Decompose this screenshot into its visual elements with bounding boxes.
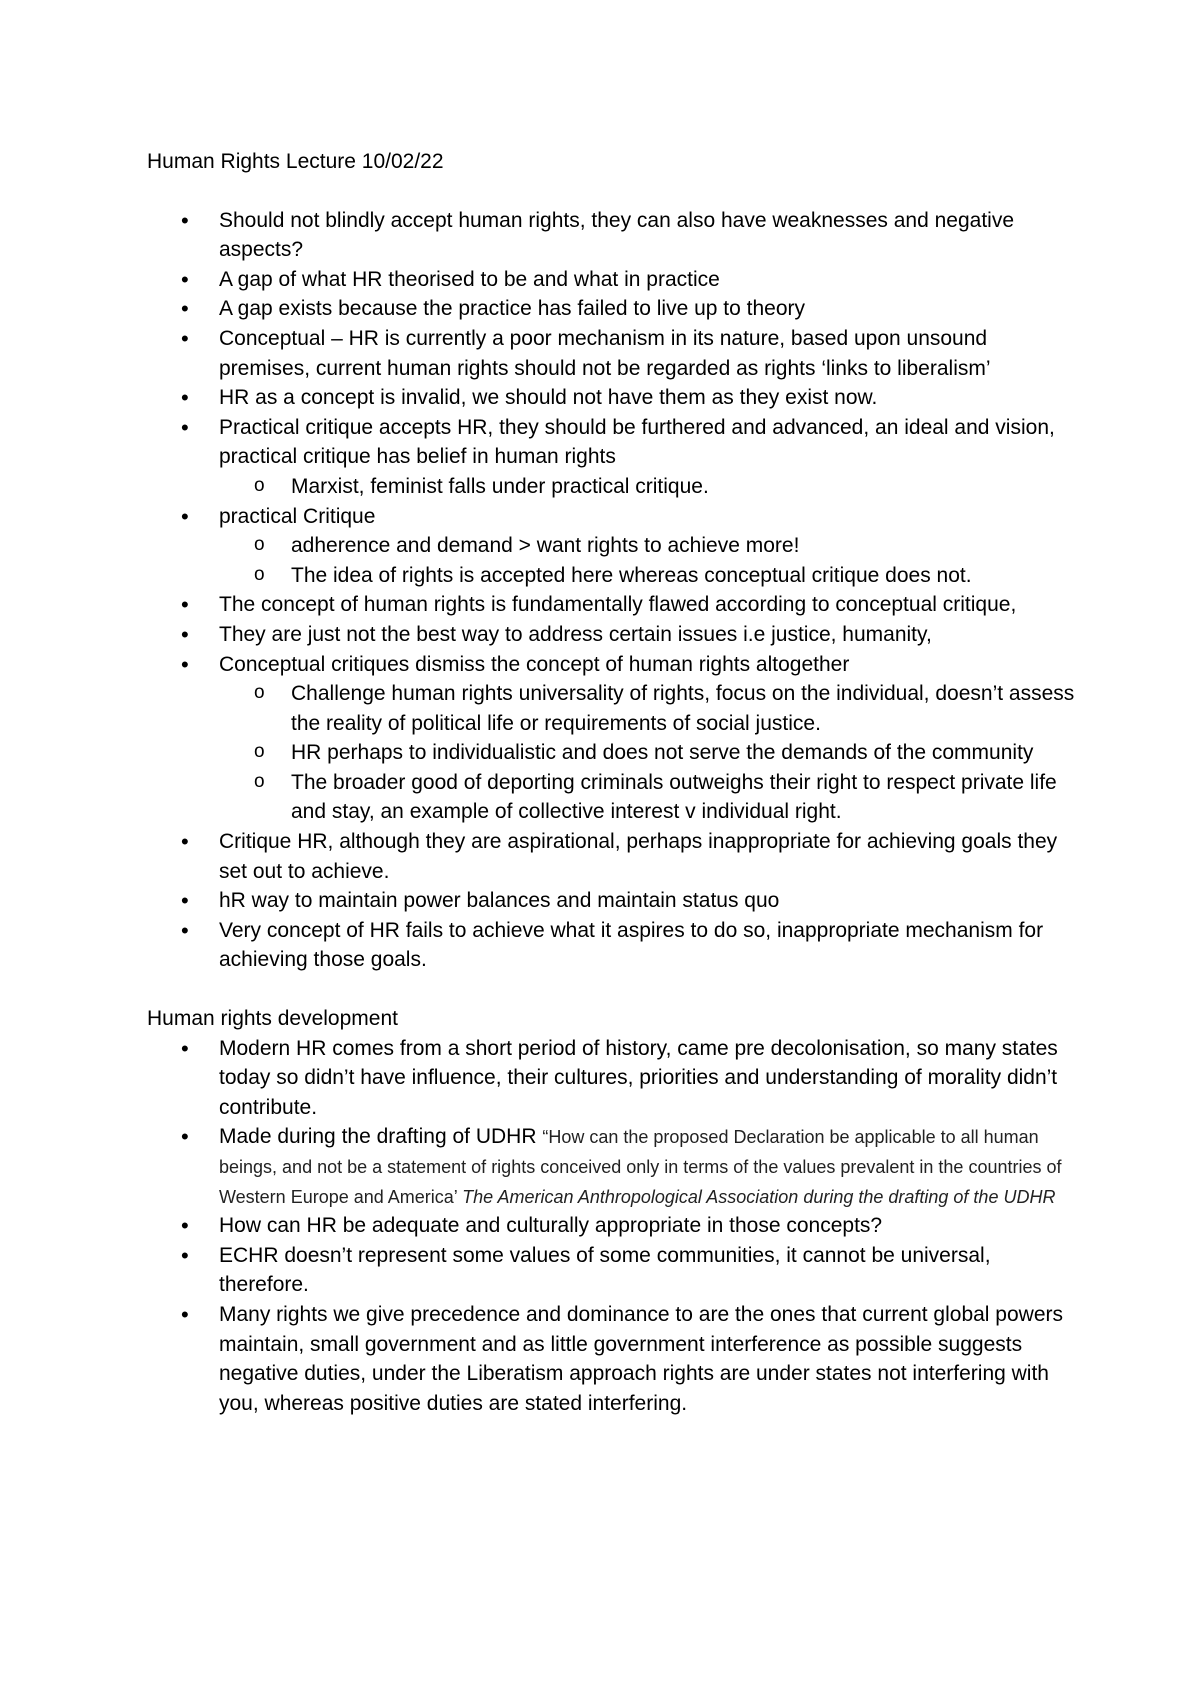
sub-list [147, 531, 1080, 590]
list-item: • Should not blindly accept human rights, they can also have weaknesses and negative aspects? [147, 206, 1080, 265]
list-item: • Many rights we give precedence and dominance to are the ones that current global powers maintain, small government and as little government interference as possible suggests negative duties, under the Liberatism approach rights are under states not interfering with you, whereas positive duties are stated interfering. [147, 1300, 1080, 1418]
list-item: • They are just not the best way to address certain issues i.e justice, humanity, [147, 620, 1080, 650]
list-item: • hR way to maintain power balances and maintain status quo [147, 886, 1080, 916]
list-item [147, 650, 1080, 828]
list-item: • Modern HR comes from a short period of history, came pre decolonisation, so many states today so didn’t have influence, their cultures, priorities and understanding of morality didn’t contribute. [147, 1034, 1080, 1123]
list-item: • Very concept of HR fails to achieve what it aspires to do so, inappropriate mechanism for achieving those goals. [147, 916, 1080, 975]
sub-list-item: o Challenge human rights universality of rights, focus on the individual, doesn’t assess the reality of political life or requirements of social justice. [147, 679, 1080, 738]
list-item: • How can HR be adequate and culturally appropriate in those concepts? [147, 1211, 1080, 1241]
sub-list-item: o Marxist, feminist falls under practical critique. [147, 472, 1080, 502]
quotation-source: The American Anthropological Association during the drafting of the UDHR [462, 1186, 1056, 1207]
list-item [147, 413, 1080, 502]
list-item [147, 1122, 1080, 1211]
page-title: Human Rights Lecture 10/02/22 [147, 150, 444, 173]
sub-list-item: o The broader good of deporting criminals outweighs their right to respect private life and stay, an example of collective interest v individual right. [147, 768, 1080, 827]
sub-list [147, 679, 1080, 827]
list-item: • ECHR doesn’t represent some values of some communities, it cannot be universal, therefore. [147, 1241, 1080, 1300]
sub-list-item: o HR perhaps to individualistic and does not serve the demands of the community [147, 738, 1080, 768]
section-heading: Human rights development [147, 1007, 398, 1031]
list-item: • Critique HR, although they are aspirational, perhaps inappropriate for achieving goals they set out to achieve. [147, 827, 1080, 886]
list-item: • A gap of what HR theorised to be and what in practice [147, 265, 1080, 295]
list-item-text: practical Critique [219, 504, 376, 528]
bullet-list-development [147, 1034, 1080, 1419]
list-item: • Conceptual – HR is currently a poor mechanism in its nature, based upon unsound premises, current human rights should not be regarded as rights ‘links to liberalism’ [147, 324, 1080, 383]
list-item-text: Conceptual critiques dismiss the concept of human rights altogether [219, 652, 850, 676]
list-item-text: Made during the drafting of UDHR [219, 1125, 537, 1149]
quotation-text: “How can the proposed Declaration be applicable to all human beings, and not be a statement of rights conceived only in terms of the values prevalent in the countries of Western Europe and America’ [219, 1127, 1062, 1207]
bullet-list-critique [147, 206, 1080, 975]
sub-list-item: o adherence and demand > want rights to achieve more! [147, 531, 1080, 561]
list-item-text: Practical critique accepts HR, they should be furthered and advanced, an ideal and vision, practical critique has belief in human rights [219, 415, 1055, 469]
list-item: • A gap exists because the practice has failed to live up to theory [147, 294, 1080, 324]
sub-list [147, 472, 1080, 502]
list-item: • The concept of human rights is fundamentally flawed according to conceptual critique, [147, 590, 1080, 620]
list-item [147, 502, 1080, 591]
list-item: • HR as a concept is invalid, we should not have them as they exist now. [147, 383, 1080, 413]
sub-list-item: o The idea of rights is accepted here whereas conceptual critique does not. [147, 561, 1080, 591]
